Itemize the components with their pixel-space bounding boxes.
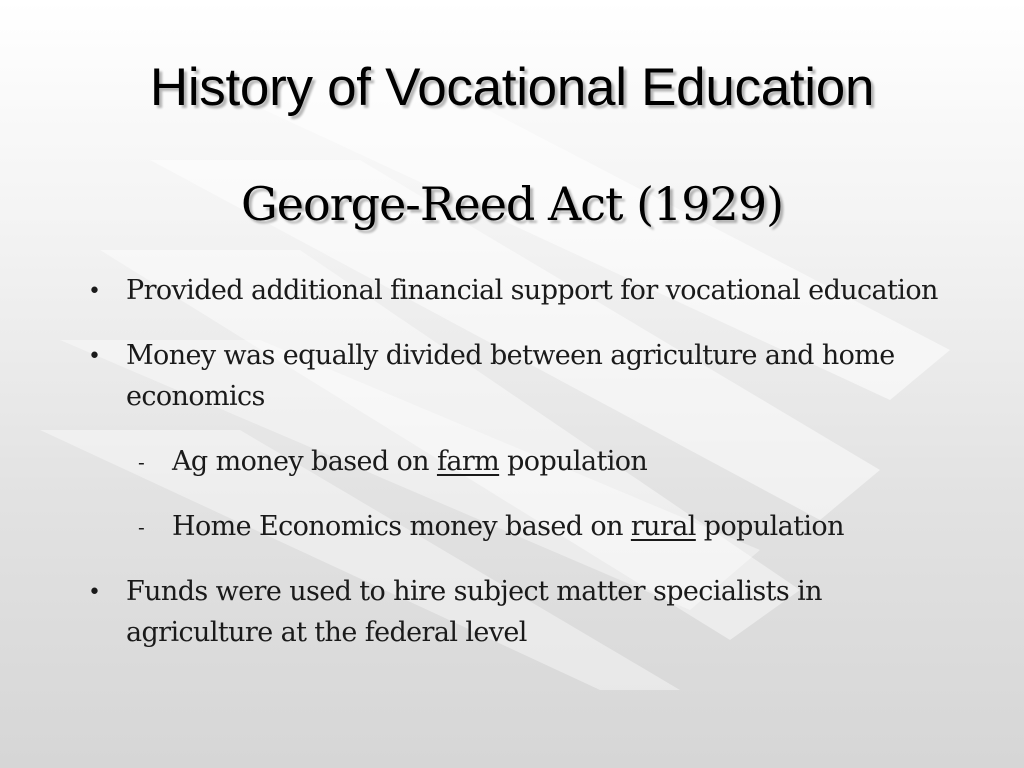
slide-title: History of Vocational Education (149, 58, 875, 117)
slide-subtitle: George-Reed Act (1929) (240, 177, 784, 231)
dash-icon: - (138, 515, 145, 539)
sub-bullet-text-after: population (695, 511, 844, 542)
sub-bullet-text-before: Home Economics money based on (172, 511, 631, 542)
sub-bullet-text-before: Ag money based on (172, 446, 437, 477)
bullet-text: Provided additional financial support for vocational education (126, 275, 938, 306)
dash-icon: - (138, 450, 145, 474)
bullet-item (86, 571, 956, 653)
bullet-item (86, 270, 956, 311)
bullet-icon: • (88, 344, 101, 369)
bullet-icon: • (88, 580, 101, 605)
bullet-text: Money was equally divided between agriculture and home economics (126, 340, 895, 412)
sub-bullet-item (86, 441, 956, 482)
sub-bullet-emphasis: farm (436, 446, 500, 477)
sub-bullet-item (86, 506, 956, 547)
sub-bullet-text-after: population (499, 446, 648, 477)
bullet-list (86, 270, 956, 677)
sub-bullet-emphasis: rural (630, 511, 696, 542)
bullet-icon: • (88, 279, 101, 304)
bullet-text: Funds were used to hire subject matter specialists in agriculture at the federal level (126, 576, 822, 648)
bullet-item (86, 335, 956, 417)
